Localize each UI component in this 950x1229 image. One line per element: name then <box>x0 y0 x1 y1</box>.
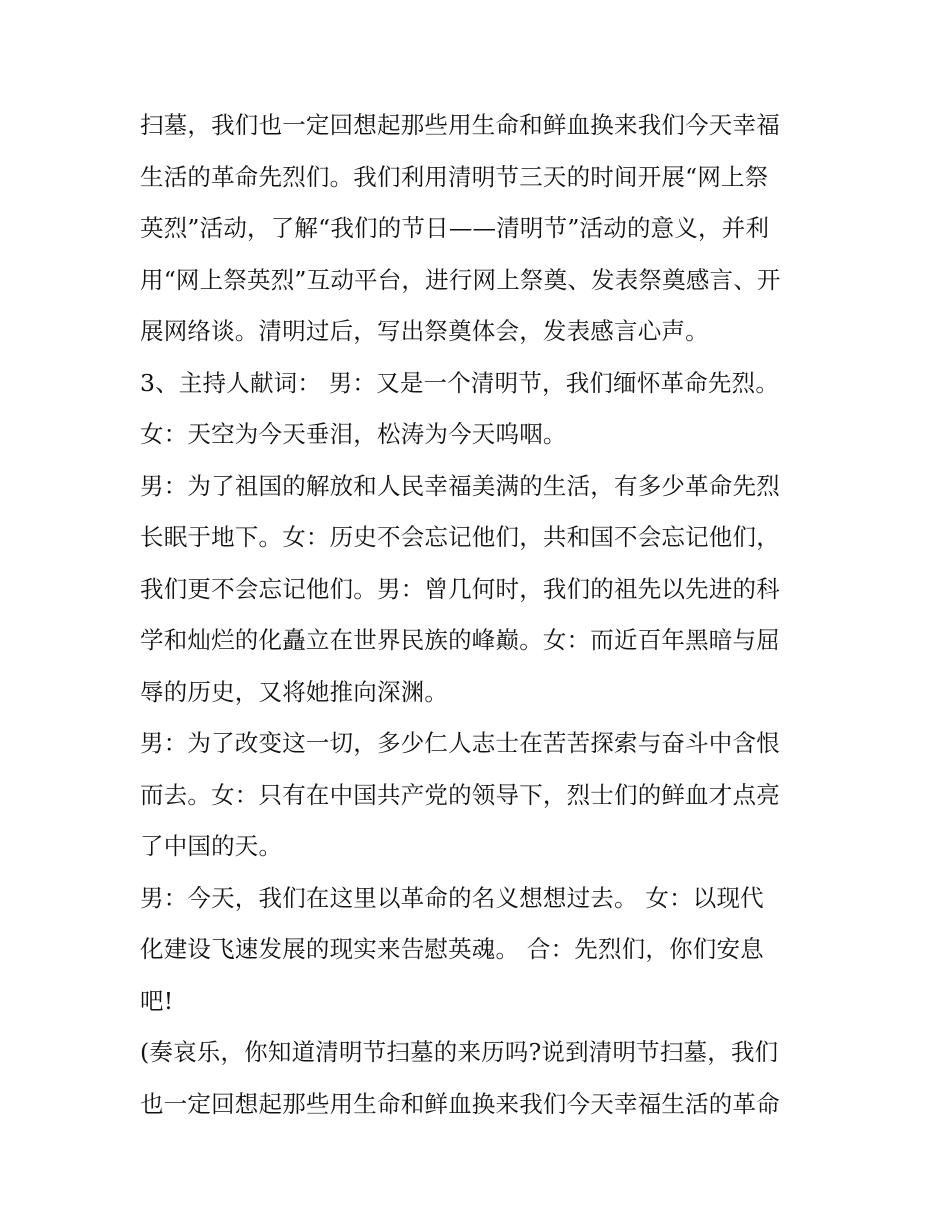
text-line: 展网络谈。清明过后，写出祭奠体会，发表感言心声。 <box>140 317 709 345</box>
text-line: 男：今天，我们在这里以革命的名义想想过去。 女：以现代 <box>140 883 764 912</box>
text-line: 3、主持人献词： 男：又是一个清明节，我们缅怀革命先烈。 <box>140 368 780 397</box>
text-line: 化建设飞速发展的现实来告慰英魂。 合：先烈们，你们安息 <box>140 935 764 963</box>
text-line: 我们更不会忘记他们。男：曾几何时，我们的祖先以先进的科 <box>140 574 780 603</box>
text-line: (奏哀乐，你知道清明节扫墓的来历吗?说到清明节扫墓，我们 <box>140 1038 779 1066</box>
document-body <box>140 100 820 1130</box>
text-line: 而去。女：只有在中国共产党的领导下，烈士们的鲜血才点亮 <box>140 780 780 809</box>
text-line: 生活的革命先烈们。我们利用清明节三天的时间开展“网上祭 <box>140 162 769 191</box>
text-line: 学和灿烂的化矗立在世界民族的峰巅。女：而近百年黑暗与屈 <box>140 626 780 654</box>
text-line: 女：天空为今天垂泪，松涛为今天呜咽。 <box>140 420 567 448</box>
text-line: 扫墓，我们也一定回想起那些用生命和鲜血换来我们今天幸福 <box>140 111 780 139</box>
text-line: 长眠于地下。女：历史不会忘记他们，共和国不会忘记他们， <box>140 523 780 551</box>
text-line: 了中国的天。 <box>140 832 283 860</box>
text-line: 也一定回想起那些用生命和鲜血换来我们今天幸福生活的革命 <box>140 1089 780 1118</box>
text-line: 吧! <box>140 986 174 1015</box>
text-line: 男：为了改变这一切，多少仁人志士在苦苦探索与奋斗中含恨 <box>140 729 780 757</box>
text-line: 用“网上祭英烈”互动平台，进行网上祭奠、发表祭奠感言、开 <box>140 265 781 294</box>
text-line: 辱的历史，又将她推向深渊。 <box>140 677 449 706</box>
text-line: 男：为了祖国的解放和人民幸福美满的生活，有多少革命先烈 <box>140 471 780 500</box>
text-line: 英烈”活动，了解“我们的节日——清明节”活动的意义，并利 <box>140 214 770 242</box>
